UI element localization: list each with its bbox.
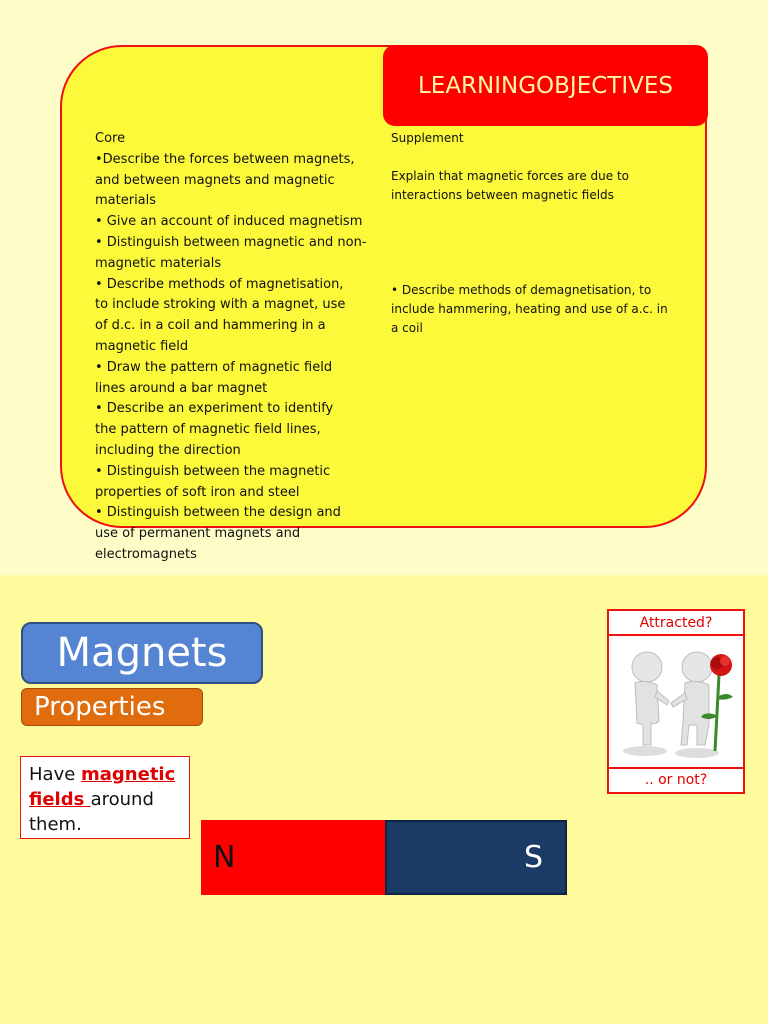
fact-highlight: magnetic <box>81 764 176 785</box>
magnets-title: Magnets <box>21 622 263 684</box>
picture-caption-top: Attracted? <box>609 612 743 636</box>
supplement-line: interactions between magnetic fields <box>391 188 614 202</box>
core-line: materials <box>95 193 157 209</box>
core-line: lines around a bar magnet <box>95 380 268 396</box>
core-heading: Core <box>95 131 126 146</box>
picture-caption-bottom: .. or not? <box>609 767 743 791</box>
core-line: • Draw the pattern of magnetic field <box>95 359 333 375</box>
supplement-line: a coil <box>391 321 423 335</box>
supplement-line: include hammering, heating and use of a.c. in <box>391 302 668 316</box>
figures-with-rose-icon <box>615 641 739 763</box>
spacer <box>391 148 691 167</box>
core-objectives-list <box>95 129 380 566</box>
spacer <box>391 224 691 243</box>
fact-prefix: Have <box>29 764 82 785</box>
core-line: • Give an account of induced magnetism <box>95 214 363 230</box>
spacer <box>391 205 691 224</box>
spacer <box>391 243 691 262</box>
core-line: • Describe an experiment to identify <box>95 401 334 417</box>
core-line: • Distinguish between the magnetic <box>95 463 331 479</box>
core-line: including the direction <box>95 442 241 458</box>
objectives-title-line: LEARNING <box>417 72 537 99</box>
fact-middle: around <box>90 789 154 810</box>
core-line: • Distinguish between magnetic and non- <box>95 234 367 250</box>
magnet-south-pole: S <box>385 820 567 895</box>
core-line: electromagnets <box>95 546 197 562</box>
objectives-title <box>383 45 708 126</box>
core-line: • Describe methods of magnetisation, <box>95 276 344 292</box>
supplement-line: • Describe methods of demagnetisation, to <box>391 283 652 297</box>
fact-highlight: fields <box>29 789 91 810</box>
core-line: and between magnets and magnetic <box>95 172 335 188</box>
properties-label: Properties <box>21 688 203 726</box>
supplement-heading: Supplement <box>391 131 464 145</box>
core-line: magnetic materials <box>95 255 222 271</box>
core-line: •Describe the forces between magnets, <box>95 151 355 167</box>
attraction-picture <box>607 609 745 794</box>
core-line: of d.c. in a coil and hammering in a <box>95 318 326 334</box>
core-line: use of permanent magnets and <box>95 526 301 542</box>
magnet-north-pole: N <box>201 820 385 895</box>
supplement-line: Explain that magnetic forces are due to <box>391 169 629 183</box>
supplement-objectives <box>391 129 691 338</box>
core-line: the pattern of magnetic field lines, <box>95 422 321 438</box>
core-line: to include stroking with a magnet, use <box>95 297 346 313</box>
fact-suffix: them. <box>29 814 82 835</box>
core-line: • Distinguish between the design and <box>95 505 341 521</box>
magnetic-fields-fact <box>20 756 190 839</box>
objectives-title-line: OBJECTIVES <box>536 72 674 99</box>
core-line: magnetic field <box>95 338 189 354</box>
spacer <box>391 262 691 281</box>
core-line: properties of soft iron and steel <box>95 484 300 500</box>
